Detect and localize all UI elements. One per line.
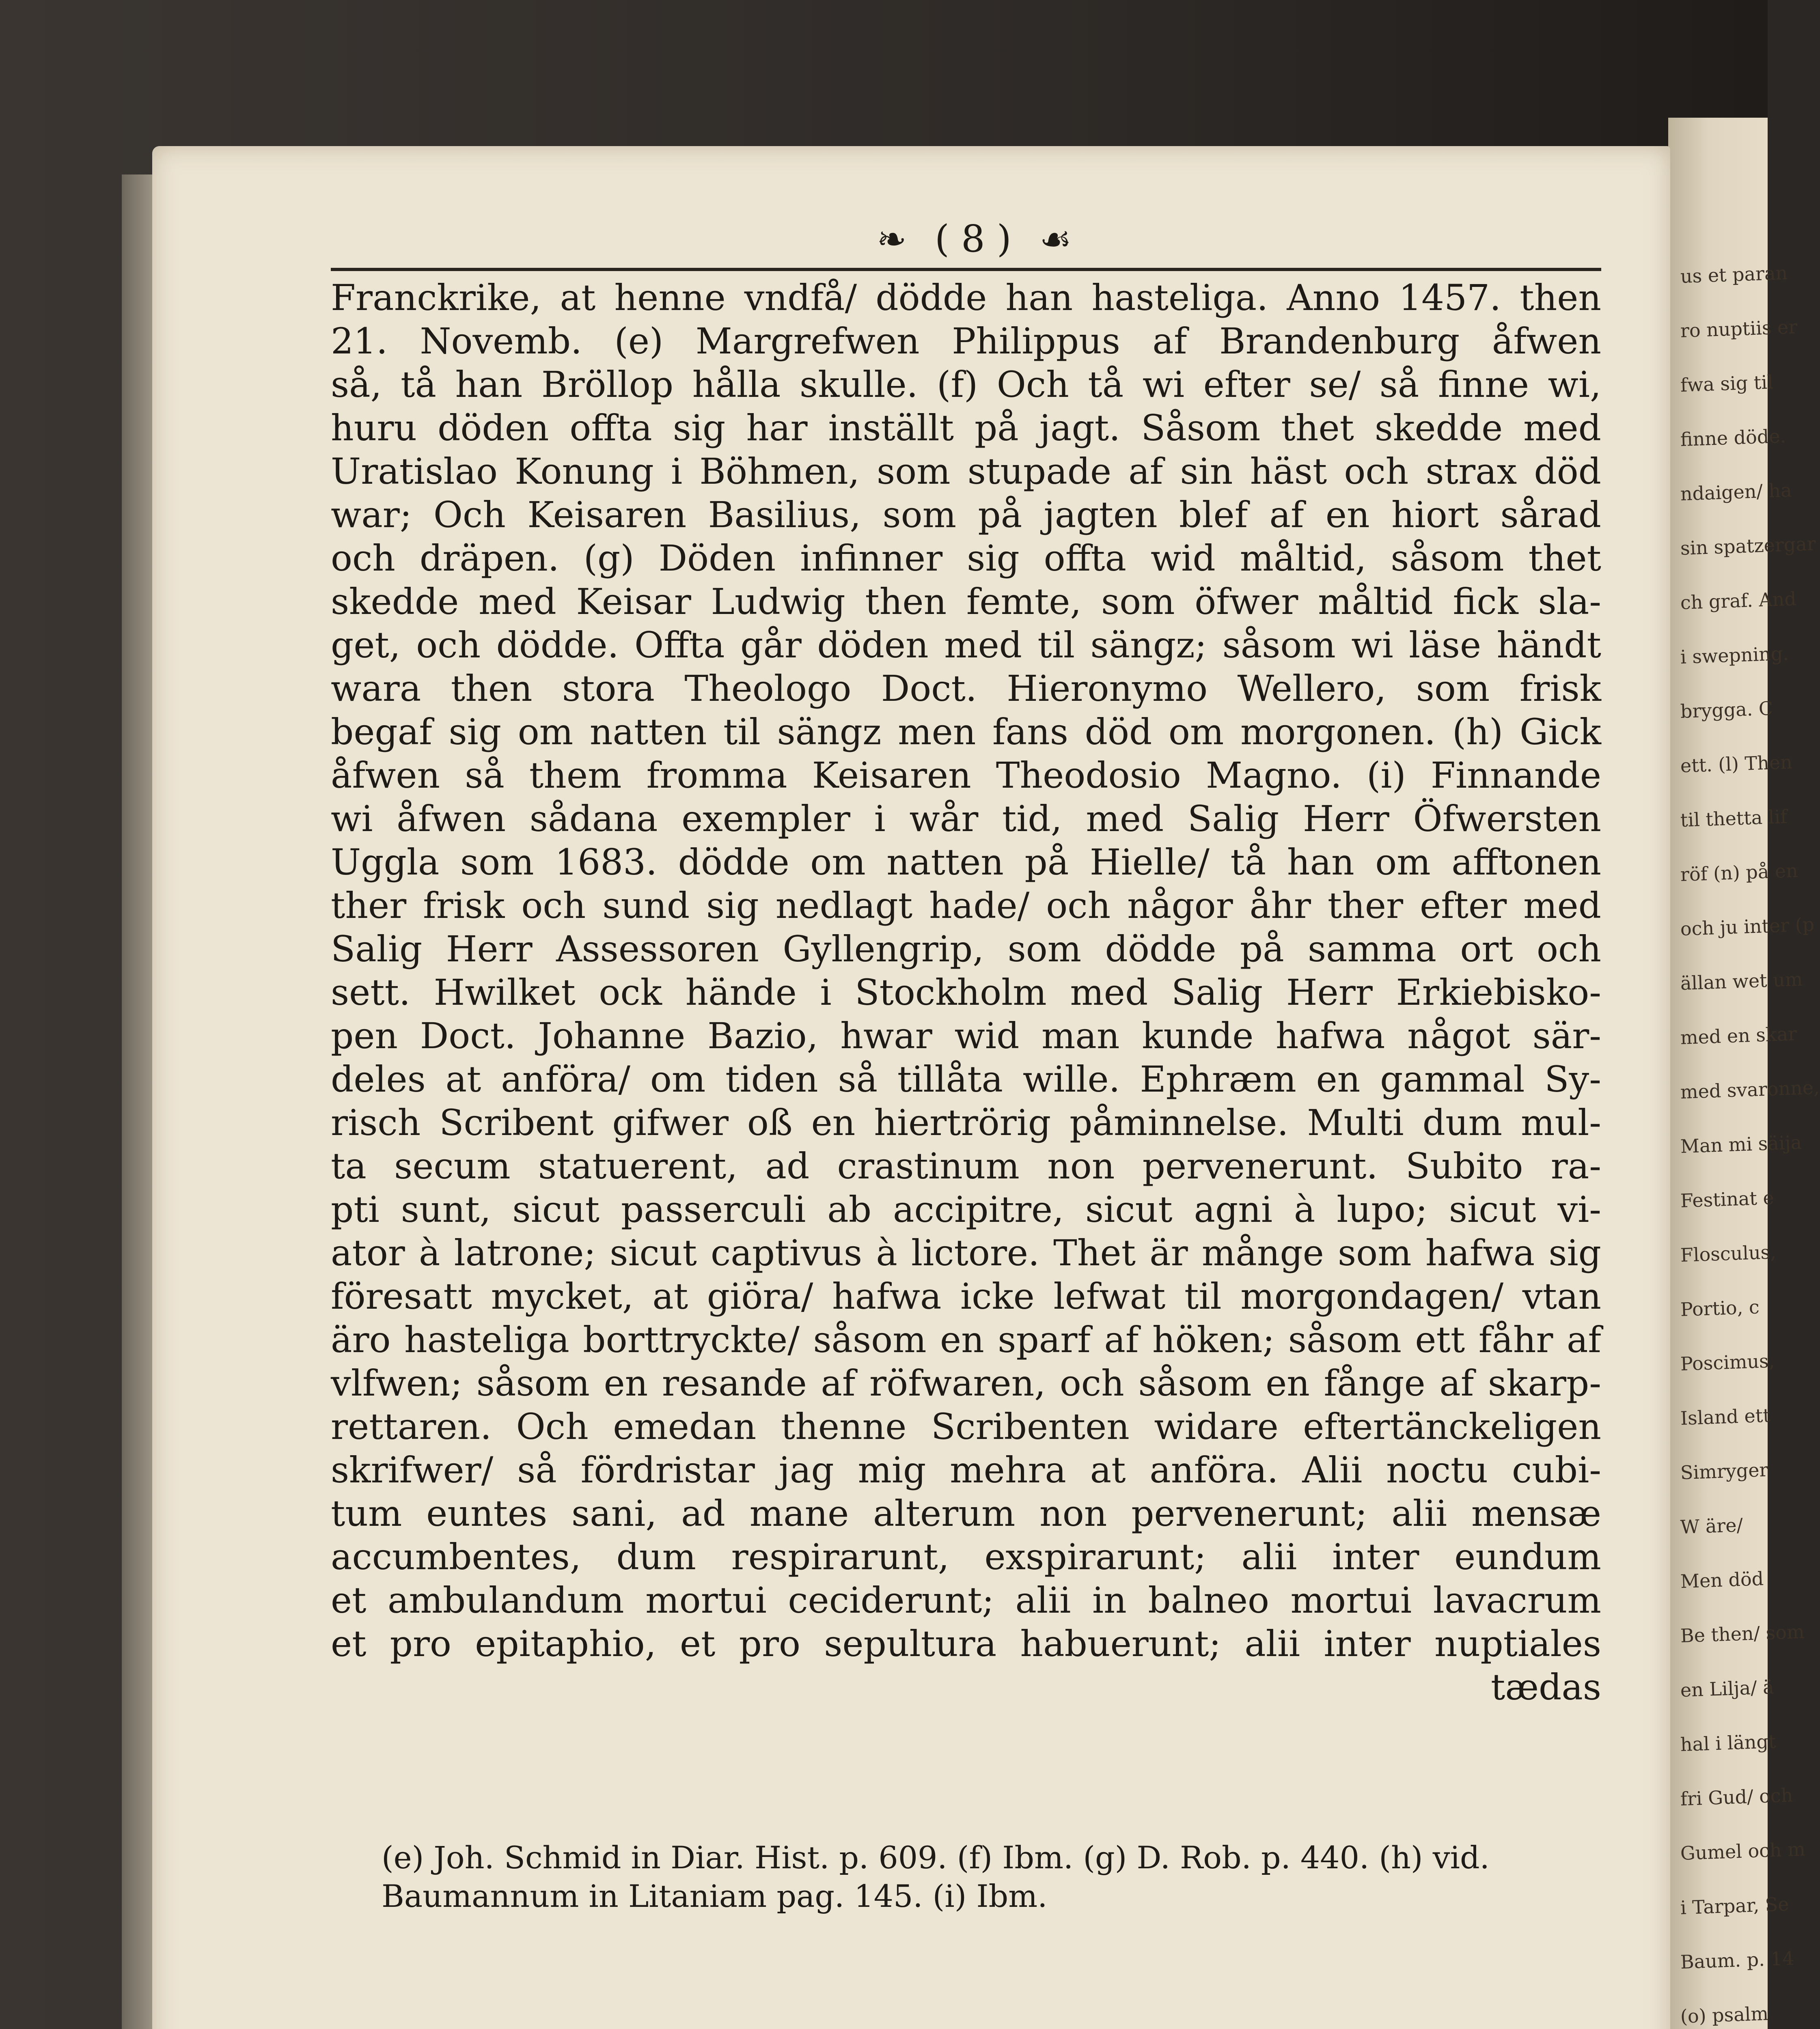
facing-page-line: Simryger: [1680, 1458, 1769, 1484]
text-line: Uratislao Konung i Böhmen, som stupade af sin häst och strax död: [331, 450, 1601, 492]
facing-page-line: fri Gud/ och: [1680, 1784, 1794, 1810]
facing-page-line: ett. (l) Then: [1680, 751, 1793, 777]
text-line: get, och dödde. Offta går döden med til sängz; såsom wi läse händt: [331, 624, 1601, 666]
text-line: deles at anföra/ om tiden så tillåta wille. Ephræm en gammal Sy-: [331, 1058, 1601, 1100]
facing-page-line: och ju inter (p: [1680, 913, 1815, 940]
facing-page-line: (o) psalm: [1680, 2002, 1769, 2028]
text-line: ta secum statuerent, ad crastinum non pervenerunt. Subito ra-: [331, 1145, 1601, 1187]
page-number: ( 8 ): [935, 217, 1011, 261]
facing-page-line: til thetta lif: [1680, 806, 1788, 831]
text-line: ator à latrone; sicut captivus à lictore. Thet är månge som hafwa sig: [331, 1232, 1601, 1274]
text-line: war; Och Keisaren Basilius, som på jagten blef af en hiort sårad: [331, 494, 1601, 536]
facing-page-line: Portio, c: [1680, 1296, 1760, 1321]
text-line: sett. Hwilket ock hände i Stockholm med Salig Herr Erkiebisko-: [331, 971, 1601, 1013]
facing-page-line: ch graf. And: [1680, 588, 1797, 614]
page-header: [812, 217, 1136, 266]
text-line: tum euntes sani, ad mane alterum non pervenerunt; alii mensæ: [331, 1493, 1601, 1534]
text-line: skrifwer/ så fördristar jag mig mehra at anföra. Alii noctu cubi-: [331, 1449, 1601, 1491]
text-line: huru döden offta sig har inställt på jagt. Såsom thet skedde med: [331, 407, 1601, 449]
footnotes: [382, 1838, 1599, 1915]
facing-page-line: Flosculus,: [1680, 1241, 1777, 1267]
catchword: tædas: [1490, 1666, 1601, 1708]
footnote-line: (e) Joh. Schmid in Diar. Hist. p. 609. (f) Ibm. (g) D. Rob. p. 440. (h) vid.: [382, 1839, 1490, 1876]
facing-page-line: ällan wet um: [1680, 968, 1803, 995]
text-line: accumbentes, dum respirarunt, exspirarunt; alii inter eundum: [331, 1536, 1601, 1578]
text-line: äro hasteliga borttryckte/ såsom en sparf af höken; såsom ett fåhr af: [331, 1319, 1601, 1361]
facing-page-line: us et paran: [1680, 261, 1788, 288]
facing-page-line: hal i längt: [1680, 1730, 1777, 1756]
ornament-right-icon: ☙: [1039, 218, 1072, 260]
facing-page-line: ro nuptiis er: [1680, 316, 1798, 342]
text-line: pen Doct. Johanne Bazio, hwar wid man kunde hafwa något sär-: [331, 1015, 1601, 1057]
facing-page-line: finne döde.: [1680, 425, 1786, 451]
text-line: pti sunt, sicut passerculi ab accipitre, sicut agni à lupo; sicut vi-: [331, 1189, 1601, 1230]
text-line: och dräpen. (g) Döden infinner sig offta wid måltid, såsom thet: [331, 537, 1601, 579]
ornament-left-icon: ❧: [877, 218, 907, 260]
text-line: skedde med Keisar Ludwig then femte, som öfwer måltid fick sla-: [331, 581, 1601, 622]
text-line: rettaren. Och emedan thenne Scribenten widare eftertänckeligen: [331, 1406, 1601, 1447]
facing-page-line: ndaigen/ ha: [1680, 479, 1792, 505]
facing-page-line: fwa sig til: [1680, 371, 1774, 396]
text-line: 21. Novemb. (e) Margrefwen Philippus af Brandenburg åfwen: [331, 320, 1601, 362]
facing-page-line: Men död: [1680, 1568, 1764, 1593]
facing-page-line: Gumel och m: [1680, 1838, 1806, 1865]
facing-page-line: i swepning.: [1680, 642, 1789, 668]
text-line: risch Scribent gifwer oß en hiertrörig påminnelse. Multi dum mul-: [331, 1102, 1601, 1144]
facing-page-line: röf (n) på en: [1680, 859, 1798, 886]
facing-page-line: sin spatzergar: [1680, 532, 1816, 560]
facing-page-line: Man mi säija: [1680, 1131, 1802, 1158]
text-line: ther frisk och sund sig nedlagt hade/ och någor åhr ther efter med: [331, 885, 1601, 926]
facing-page-line: Island ett: [1680, 1404, 1771, 1430]
facing-page-line: Be then/ som: [1680, 1620, 1805, 1647]
header-rule: [331, 268, 1601, 271]
footnote-line: Baumannum in Litaniam pag. 145. (i) Ibm.: [382, 1878, 1048, 1914]
text-line: vlfwen; såsom en resande af röfwaren, och såsom en fånge af skarp-: [331, 1362, 1601, 1404]
text-line: wi åfwen sådana exempler i wår tid, med Salig Herr Öfwersten: [331, 798, 1601, 840]
text-line: föresatt mycket, at giöra/ hafwa icke lefwat til morgondagen/ vtan: [331, 1275, 1601, 1317]
facing-page-line: W äre/: [1680, 1514, 1743, 1538]
facing-page-line: med svaronne,: [1680, 1076, 1820, 1103]
facing-page-line: brygga. C: [1680, 697, 1773, 723]
text-line: Salig Herr Assessoren Gyllengrip, som dödde på samma ort och: [331, 928, 1601, 970]
facing-page-line: med en skar: [1680, 1023, 1798, 1049]
text-line: Franckrike, at henne vndfå/ dödde han hasteliga. Anno 1457. then: [331, 277, 1601, 319]
facing-page-line: Poscimus,: [1680, 1350, 1775, 1375]
facing-page-fragment: [1668, 118, 1820, 2029]
facing-page-line: i Tarpar, Se: [1680, 1893, 1790, 1919]
text-line: så, tå han Bröllop hålla skulle. (f) Och tå wi efter se/ så finne wi,: [331, 364, 1601, 405]
text-line: åfwen så them fromma Keisaren Theodosio Magno. (i) Finnande: [331, 754, 1601, 796]
body-text: [331, 276, 1601, 1709]
facing-page-line: en Lilja/ ä: [1680, 1676, 1775, 1702]
facing-page-line: Festinat e: [1680, 1187, 1775, 1212]
text-line: et pro epitaphio, et pro sepultura habuerunt; alii inter nuptiales: [331, 1623, 1601, 1665]
text-line: Uggla som 1683. dödde om natten på Hielle/ tå han om afftonen: [331, 841, 1601, 883]
text-line: wara then stora Theologo Doct. Hieronymo Wellero, som frisk: [331, 668, 1601, 709]
facing-page-line: Baum. p. 14: [1680, 1947, 1795, 1973]
text-line: begaf sig om natten til sängz men fans död om morgonen. (h) Gick: [331, 711, 1601, 753]
text-line: et ambulandum mortui ceciderunt; alii in balneo mortui lavacrum: [331, 1579, 1601, 1621]
